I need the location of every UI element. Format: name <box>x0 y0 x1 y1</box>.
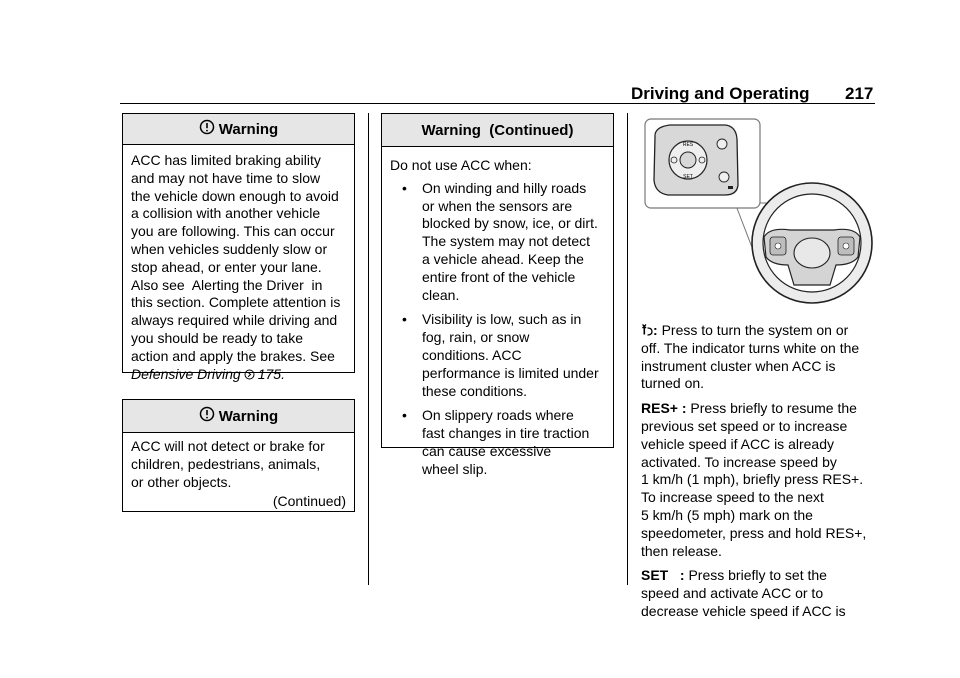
warning-icon <box>199 119 215 139</box>
warning-line: Also see Alerting the Driver in <box>131 276 323 293</box>
bullet-line: or when the sensors are <box>422 197 573 214</box>
column-divider-right <box>627 113 628 585</box>
bullet-marker: • <box>402 179 407 196</box>
reference-link[interactable]: Defensive Driving <box>131 365 241 382</box>
paragraph-line: Press to turn the system on or <box>661 322 849 338</box>
warning-title-2: Warning <box>218 407 279 425</box>
bullet-line: a vehicle ahead. Keep the <box>422 250 584 267</box>
bullet-line: performance is limited under <box>422 364 599 381</box>
bullet-item <box>390 407 605 478</box>
paragraph-line: vehicle speed if ACC is already <box>641 435 834 452</box>
warning-line: always required while driving and <box>131 312 338 329</box>
warning-body-1 <box>123 145 354 383</box>
paragraph-set-minus <box>641 567 881 620</box>
bullet-line: On slippery roads where <box>422 407 574 424</box>
warning-line: you should be ready to take <box>131 329 304 346</box>
bullet-line: blocked by snow, ice, or dirt. <box>422 215 598 232</box>
warning-line: or other objects. <box>131 473 232 490</box>
warning-header-2 <box>123 400 354 433</box>
paragraph-line: instrument cluster when ACC is <box>641 357 836 374</box>
paragraph-line: speedometer, press and hold RES+, <box>641 524 867 541</box>
bullet-line: entire front of the vehicle <box>422 268 576 285</box>
page-number: 217 <box>845 84 874 103</box>
header-rule <box>120 103 875 104</box>
paragraph-res-plus <box>641 400 881 560</box>
bullet-line: conditions. ACC <box>422 346 522 363</box>
set-key: SET : <box>641 567 685 584</box>
warning-line: the vehicle down enough to avoid <box>131 187 339 204</box>
bullet-line: fast changes in tire traction <box>422 425 590 442</box>
warning-box-1 <box>122 113 355 382</box>
warning-line: ACC will not detect or brake for <box>131 438 325 454</box>
paragraph-line: decrease vehicle speed if ACC is <box>641 602 846 619</box>
paragraph-line: Press briefly to set the <box>688 567 827 584</box>
page-reference-icon <box>244 367 255 378</box>
paragraph-line: 1 km/h (1 mph), briefly press RES+. <box>641 471 864 488</box>
warning-line: action and apply the brakes. See <box>131 347 335 364</box>
bullet-line: The system may not detect <box>422 233 591 250</box>
bullet-marker: • <box>402 407 407 424</box>
paragraph-line: turned on. <box>641 375 705 392</box>
paragraph-line: then release. <box>641 542 722 559</box>
acc-on-off-key: : <box>653 322 658 338</box>
warning-title-continued: Warning (Continued) <box>421 121 574 139</box>
column-divider-left <box>368 113 369 585</box>
warning-box-2 <box>122 399 355 512</box>
paragraph-line: speed and activate ACC or to <box>641 585 824 602</box>
bullet-line: On winding and hilly roads <box>422 179 587 196</box>
res-plus-key: RES+ : <box>641 400 687 417</box>
bullet-line: these conditions. <box>422 382 528 399</box>
bullet-marker: • <box>402 311 407 328</box>
section-title: Driving and Operating <box>631 84 810 103</box>
set-button-label: SET <box>683 174 693 180</box>
bullet-item <box>390 311 605 400</box>
warning-line: stop ahead, or enter your lane. <box>131 258 322 275</box>
bullet-line: Visibility is low, such as in <box>422 311 582 328</box>
warning-body-2 <box>123 433 354 511</box>
steering-wheel-controls-figure <box>640 115 880 305</box>
paragraph-line: To increase speed to the next <box>641 489 824 506</box>
warning-title-1: Warning <box>218 120 279 138</box>
warning-icon <box>199 406 215 426</box>
warning-line: you are following. This can occur <box>131 223 335 240</box>
reference-line: Defensive Driving 175. <box>131 365 285 382</box>
bullet-item <box>390 180 605 305</box>
warning-line: children, pedestrians, animals, <box>131 455 321 472</box>
paragraph-line: activated. To increase speed by <box>641 453 837 470</box>
bullet-line: clean. <box>422 286 460 303</box>
paragraph-line: off. The indicator turns white on the <box>641 339 860 356</box>
warning-line: ACC has limited braking ability <box>131 152 321 168</box>
warning-line: and may not have time to slow <box>131 169 321 186</box>
control-descriptions <box>641 322 881 628</box>
warning-line: this section. Complete attention is <box>131 294 341 311</box>
warning-header-continued <box>382 114 613 147</box>
paragraph-acc-on-off <box>641 322 881 393</box>
bullet-line: can cause excessive <box>422 442 552 459</box>
warning-body-continued <box>382 147 613 479</box>
paragraph-line: 5 km/h (5 mph) mark on the <box>641 506 813 523</box>
bullet-line: wheel slip. <box>422 460 488 477</box>
continued-label: (Continued) <box>272 493 346 510</box>
warning-line: a collision with another vehicle <box>131 205 321 222</box>
warning-header-1 <box>123 114 354 145</box>
res-button-label: RES <box>682 142 694 148</box>
reference-page: 175 <box>257 365 282 382</box>
paragraph-line: previous set speed or to increase <box>641 417 848 434</box>
bullet-line: fog, rain, or snow <box>422 329 530 346</box>
warning-box-continued <box>381 113 614 477</box>
paragraph-line: Press briefly to resume the <box>690 400 857 417</box>
warning-intro: Do not use ACC when: <box>390 157 532 173</box>
warning-line: when vehicles suddenly slow or <box>131 240 328 257</box>
acc-on-off-icon <box>641 322 653 338</box>
